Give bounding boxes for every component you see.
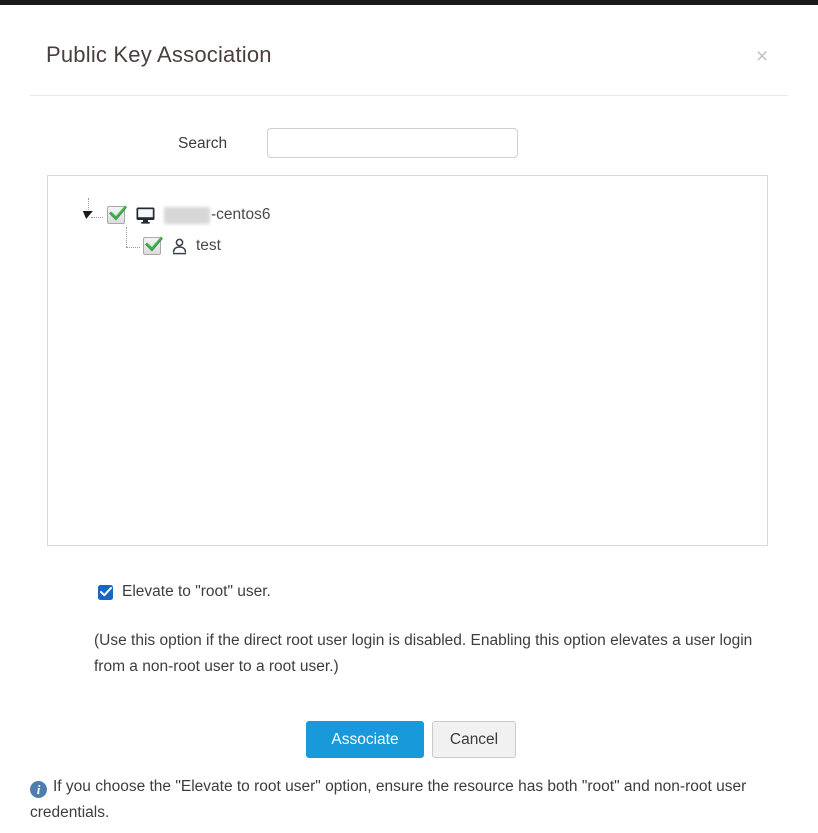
tree-expander-icon[interactable] [81,204,103,226]
resource-checkbox-checked[interactable] [107,206,125,224]
footer-note [30,774,782,826]
close-icon[interactable]: × [755,45,769,68]
search-label: Search [178,135,228,152]
header-divider [30,95,788,96]
footer-note-text: If you choose the "Elevate to root user" option, ensure the resource has both "root" and non-root user credentials. [30,778,747,821]
dialog-title: Public Key Association [46,42,272,67]
search-row [0,127,818,159]
dialog-actions [0,721,818,759]
monitor-icon [136,207,155,224]
redacted-hostname-prefix [164,207,210,224]
associate-button[interactable]: Associate [306,721,424,758]
resource-tree-panel [47,175,768,546]
user-icon [172,238,187,255]
resource-node-label: -centos6 [211,206,271,223]
cancel-button[interactable]: Cancel [432,721,516,758]
tree-node-resource[interactable] [81,204,270,226]
user-node-label: test [196,237,221,254]
public-key-association-dialog [0,5,818,833]
green-check-icon [144,234,164,252]
search-input[interactable] [267,128,518,158]
elevate-checkbox-checked[interactable] [98,585,113,600]
white-check-icon [100,587,112,597]
tree-branch-line [119,235,141,257]
green-check-icon [108,203,128,221]
info-icon: i [30,781,47,798]
tree-node-user[interactable] [119,235,221,257]
user-checkbox-checked[interactable] [143,237,161,255]
elevate-checkbox-label: Elevate to "root" user. [122,583,271,600]
elevate-description: (Use this option if the direct root user login is disabled. Enabling this option elevates a user login from a non-root user to a root user.) [94,632,753,675]
elevate-root-option[interactable] [98,583,271,601]
